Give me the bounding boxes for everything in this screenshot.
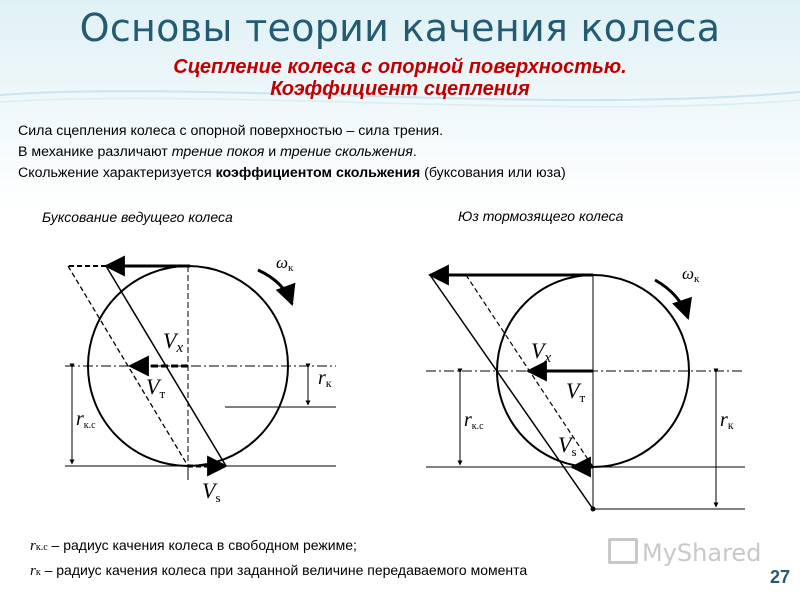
p2-text-c: . [412, 144, 417, 160]
left-rk-label: rк [318, 367, 332, 390]
left-vs-label: Vs [202, 478, 221, 505]
legend1-text: – радиус качения колеса в свободном режиме; [47, 537, 357, 553]
legend [30, 534, 527, 584]
watermark-logo [608, 538, 761, 567]
subtitle-line-1: Сцепление колеса с опорной поверхностью. [173, 56, 627, 78]
left-omega-label: ωк [276, 253, 294, 274]
legend-line-1 [30, 534, 527, 559]
subtitle-line-2: Коэффициент сцепления [270, 78, 530, 100]
legend2-subscript: к [35, 567, 41, 578]
right-rkc-label: rк.с [464, 409, 484, 432]
p2-static-friction: трение покоя [171, 144, 265, 160]
right-rk-label: rк [720, 409, 734, 432]
watermark-text: MyShared [642, 539, 762, 567]
legend2-symbol: r [30, 563, 36, 579]
p2-text-a: В механике различают [18, 144, 172, 160]
left-vx-label: Vx [163, 328, 184, 356]
legend1-symbol: r [30, 538, 36, 554]
page-number: 27 [769, 567, 790, 587]
p3-slip-coefficient: коэффициентом скольжения [215, 165, 421, 181]
right-omega-label: ωк [682, 264, 700, 285]
left-vt-label: Vт [146, 374, 166, 401]
monitor-icon [608, 538, 638, 564]
legend2-text: – радиус качения колеса при заданной величине передаваемого момента [40, 562, 528, 578]
p2-text-b: и [264, 144, 281, 160]
p3-text-a: Скольжение характеризуется [18, 165, 216, 181]
right-vt-label: Vт [566, 378, 586, 405]
right-vs-label: Vs [558, 432, 577, 459]
left-diagram-caption: Буксование ведущего колеса [42, 209, 233, 225]
right-vx-label: Vx [531, 338, 552, 366]
p2-sliding-friction: трение скольжения [280, 144, 413, 160]
legend1-subscript: к.с [35, 542, 48, 553]
legend-line-2 [30, 559, 527, 584]
p3-text-b: (буксования или юза) [420, 165, 566, 181]
paragraph-1: Сила сцепления колеса с опорной поверхностью – сила трения. [18, 123, 444, 139]
slide-title: Основы теории качения колеса [79, 6, 721, 50]
left-rkc-label: rк.с [76, 408, 96, 431]
right-diagram-caption: Юз тормозящего колеса [458, 208, 624, 224]
